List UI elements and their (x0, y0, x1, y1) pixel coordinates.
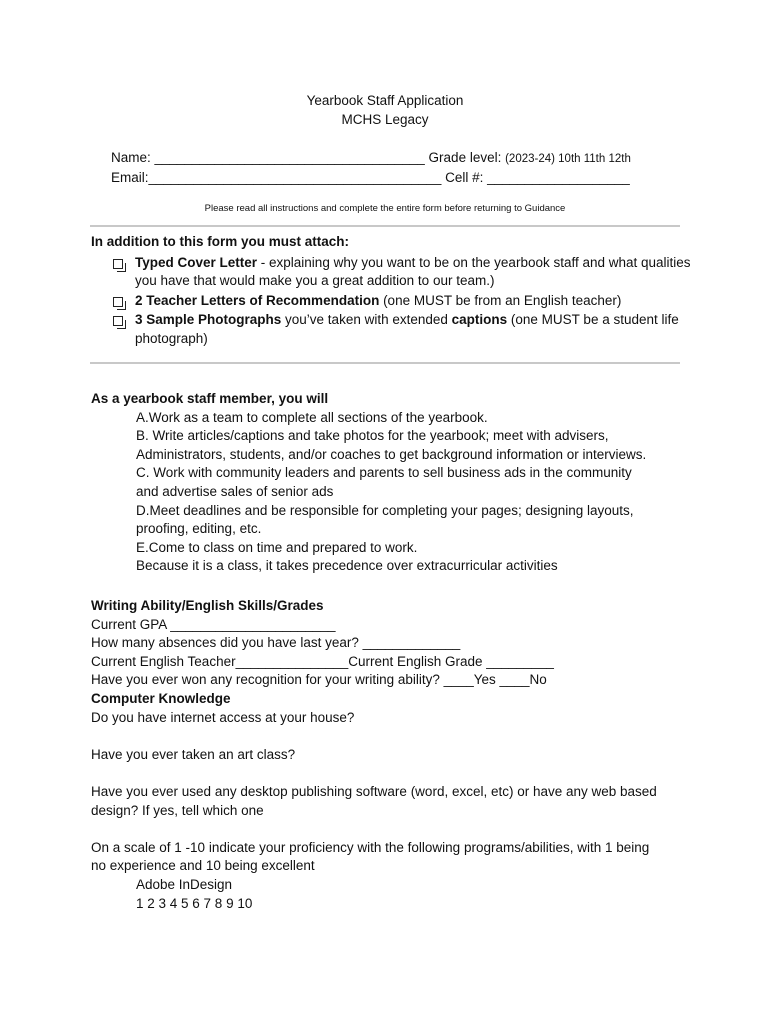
duty-line: D.Meet deadlines and be responsible for completing your pages; designing layouts, (136, 502, 634, 518)
checkbox-icon[interactable] (113, 316, 123, 326)
gpa-field[interactable]: Current GPA ______________________ (91, 616, 336, 632)
applicant-info (111, 149, 731, 189)
attachment-item (91, 292, 691, 311)
attachments-list (91, 254, 691, 349)
checkbox-icon[interactable] (113, 259, 123, 269)
program-name: Adobe InDesign (136, 876, 233, 892)
internet-question: Do you have internet access at your house? (91, 709, 355, 725)
writing-heading: Writing Ability/English Skills/Grades (91, 598, 324, 613)
answer-space[interactable] (91, 820, 711, 839)
absences-field[interactable]: How many absences did you have last year? _____________ (91, 635, 461, 651)
writing-section (91, 597, 711, 913)
attachment-item (91, 311, 691, 348)
duty-line: proofing, editing, etc. (136, 521, 262, 537)
attachment-text: (one MUST be from an English teacher) (379, 292, 622, 308)
software-question-cont: design? If yes, tell which one (91, 802, 264, 818)
name-grade-line[interactable]: Name: ____________________________________ Grade level: (111, 150, 506, 165)
answer-space[interactable] (91, 727, 711, 746)
attachment-text: (one MUST be a student life photograph) (135, 312, 679, 346)
answer-space[interactable] (91, 764, 711, 783)
staff-duties-list (91, 409, 691, 576)
school-name: MCHS Legacy (341, 112, 429, 127)
name-row (111, 149, 731, 169)
duty-line: C. Work with community leaders and parents to sell business ads in the community (136, 465, 632, 481)
writing-recognition-field[interactable]: Have you ever won any recognition for your writing ability? ____Yes ____No (91, 672, 547, 688)
duty-line: Because it is a class, it takes precedence over extracurricular activities (136, 558, 558, 574)
divider (90, 225, 680, 227)
email-cell-line[interactable]: Email:_______________________________________ Cell #: ___________________ (111, 170, 630, 185)
duty-line: E.Come to class on time and prepared to work. (136, 539, 418, 555)
staff-duties-section (91, 390, 691, 576)
attachment-title: 3 Sample Photographs (135, 312, 282, 328)
attachment-title: 2 Teacher Letters of Recommendation (135, 292, 380, 308)
title-block (0, 92, 770, 130)
duty-line: A.Work as a team to complete all sections of the yearbook. (136, 409, 488, 425)
art-class-question: Have you ever taken an art class? (91, 746, 296, 762)
proficiency-question-cont: no experience and 10 being excellent (91, 858, 315, 874)
checkbox-icon[interactable] (113, 297, 123, 307)
proficiency-question: On a scale of 1 -10 indicate your proficiency with the following programs/abilities, with 1 being (91, 839, 650, 855)
grade-options: (2023-24) 10th 11th 12th (505, 153, 631, 165)
computer-heading: Computer Knowledge (91, 690, 231, 706)
attachment-text: you’ve taken with extended (281, 312, 452, 328)
attachments-heading: In addition to this form you must attach: (91, 234, 349, 249)
attachment-item (91, 254, 691, 291)
instructions-note: Please read all instructions and complete the entire form before returning to Guidance (204, 203, 566, 214)
attachments-section (91, 233, 691, 350)
software-question: Have you ever used any desktop publishing software (word, excel, etc) or have any web based (91, 783, 657, 799)
attachment-emphasis: captions (451, 312, 508, 328)
attachment-text: - explaining why you want to be on the yearbook staff and what qualities you have that would make you a great addition to our team.) (135, 254, 691, 289)
duty-line: B. Write articles/captions and take photos for the yearbook; meet with advisers, (136, 428, 609, 444)
divider (90, 362, 680, 364)
duty-line: Administrators, students, and/or coaches to get background information or interviews. (136, 446, 647, 462)
attachment-title: Typed Cover Letter (135, 254, 258, 270)
form-title: Yearbook Staff Application (306, 93, 464, 108)
staff-duties-heading: As a yearbook staff member, you will (91, 391, 329, 406)
english-teacher-field[interactable]: Current English Teacher_______________Current English Grade _________ (91, 653, 554, 669)
duty-line: and advertise sales of senior ads (136, 483, 334, 499)
proficiency-scale[interactable]: 1 2 3 4 5 6 7 8 9 10 (136, 895, 253, 911)
